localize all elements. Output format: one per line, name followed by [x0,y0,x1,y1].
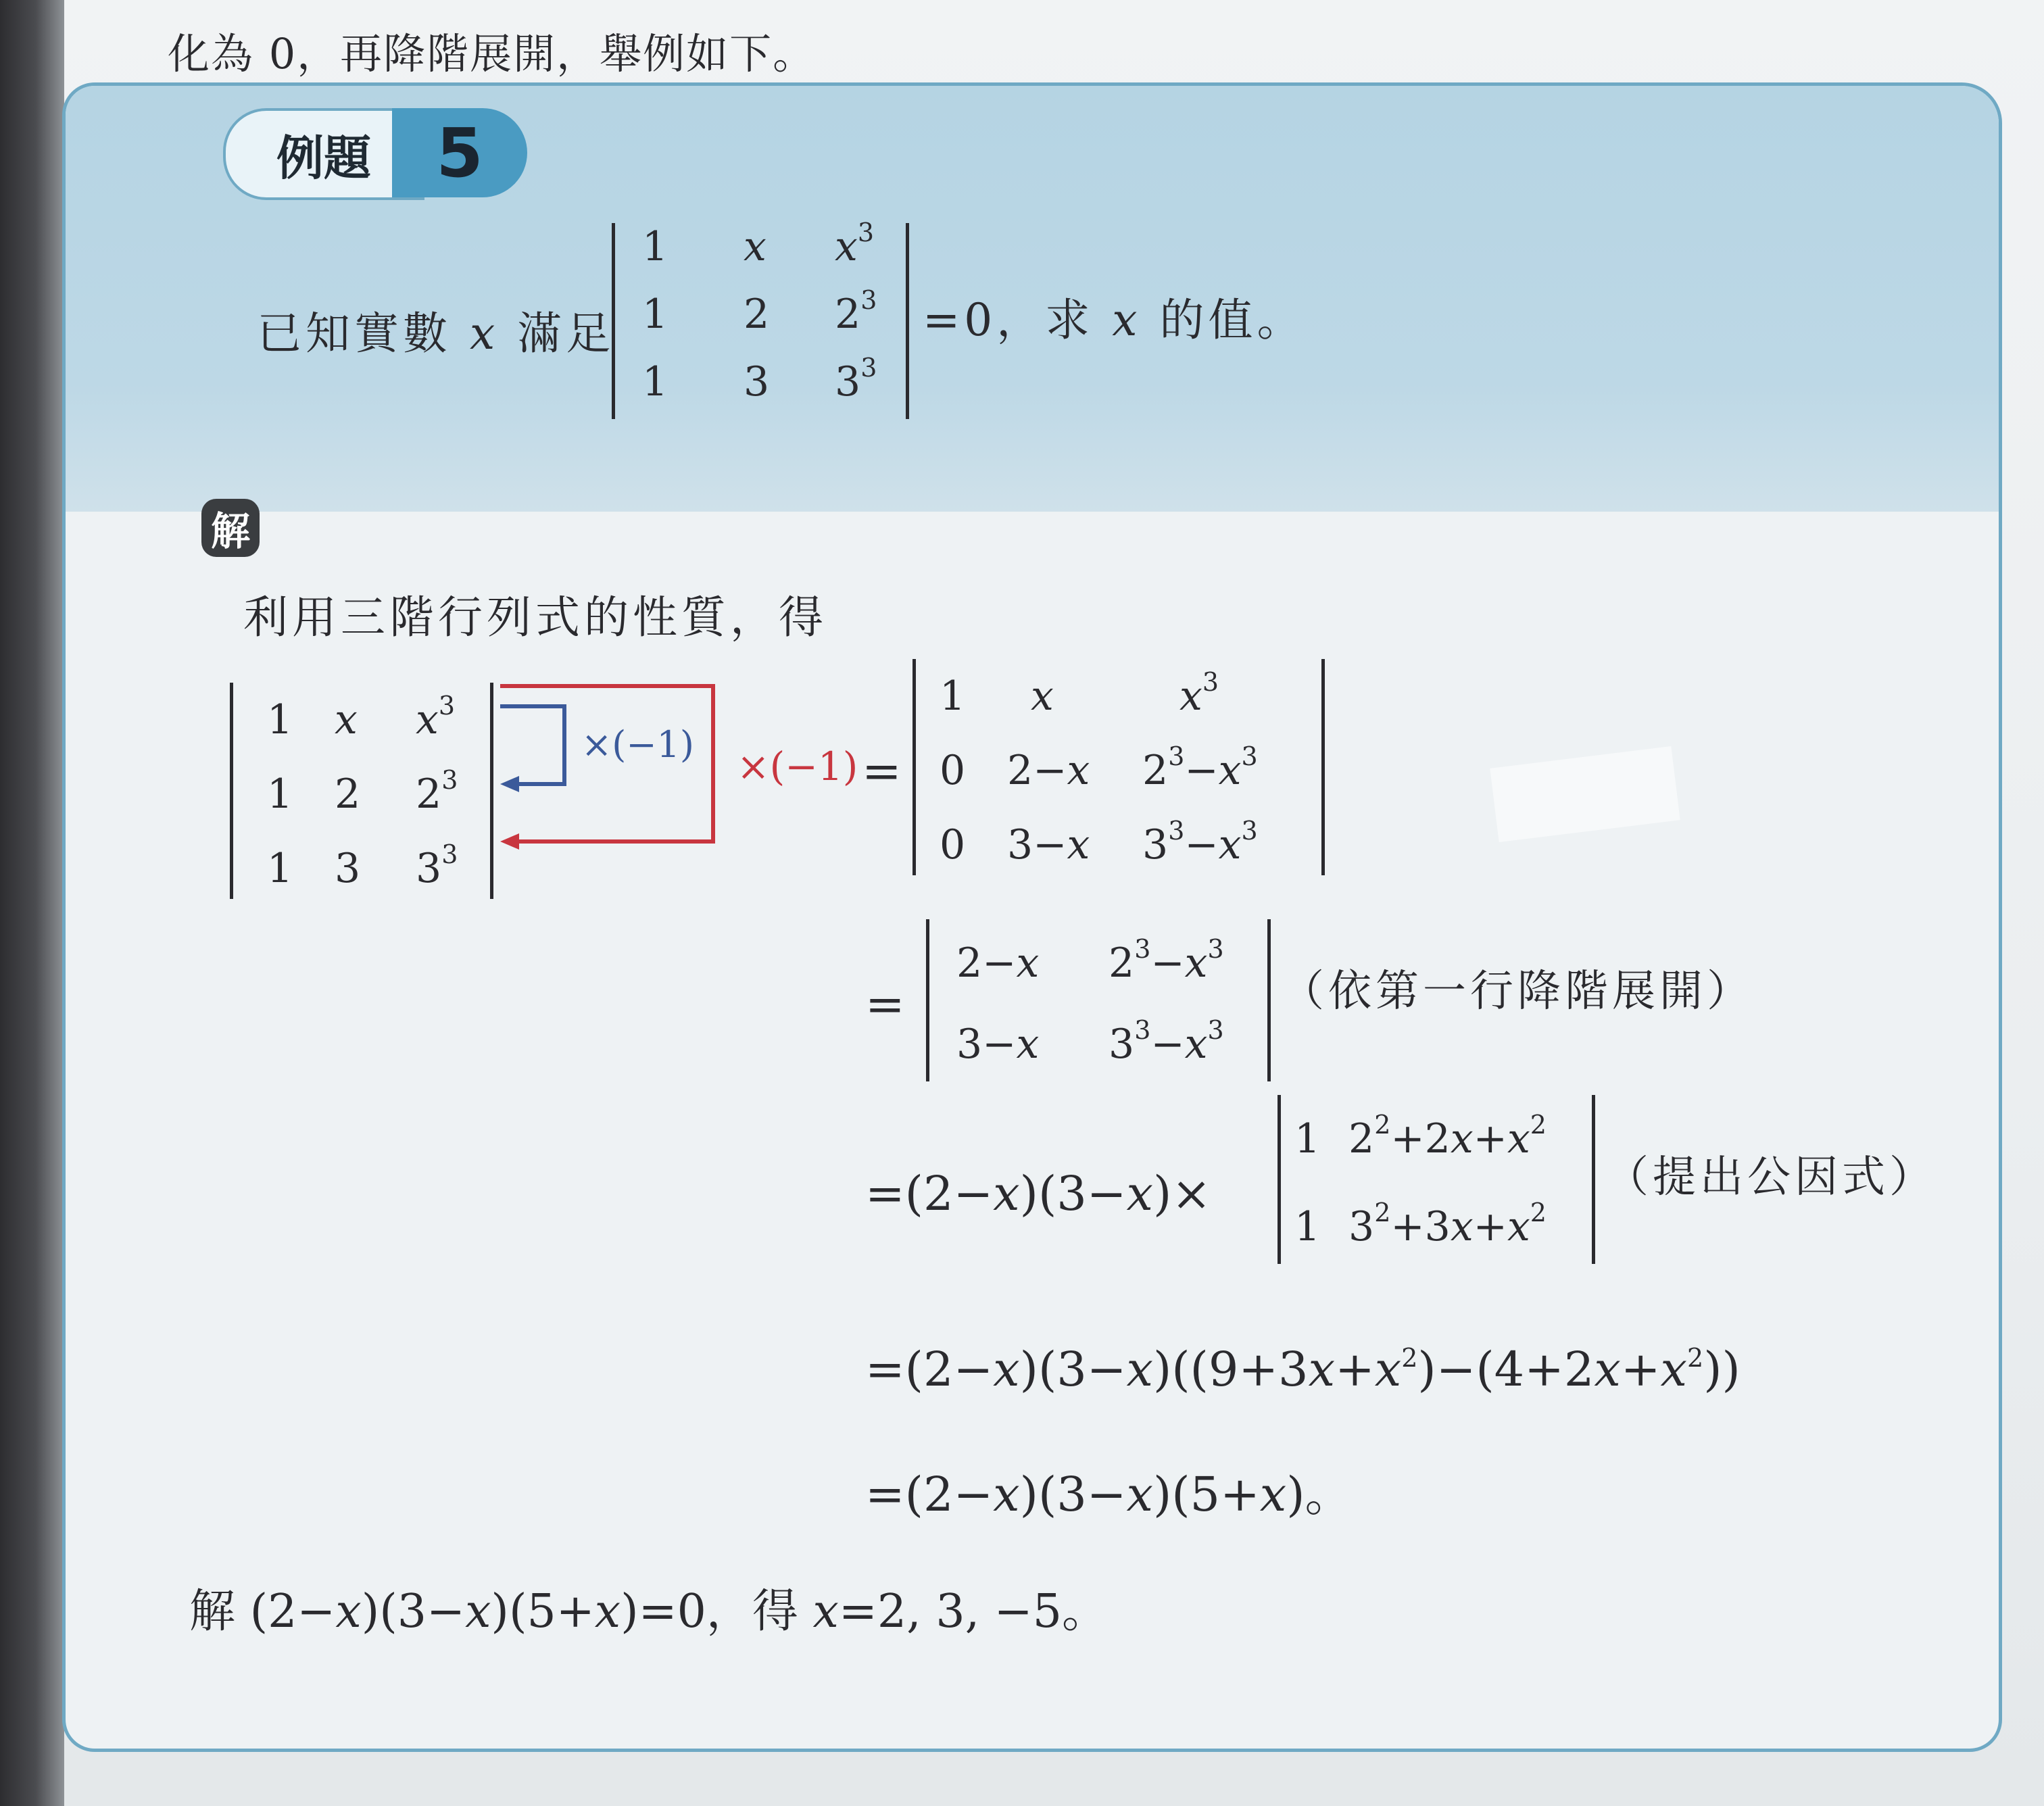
blue-operation-label: ×(−1) [581,723,694,766]
intro-text: 化為 0，再降階展開，舉例如下。 [168,29,817,78]
solution-determinant-step1: 1 x $x^3$ 0 2−x $2^3-x^3$ 0 3−x $3^3-x^3$ [912,659,1325,875]
det-cell-3cubed: $3^3$ [835,353,877,406]
step2-note: （依第一行降階展開） [1281,967,1754,1017]
step3-prefix: =(2−x)(3−x)× [865,1166,1211,1221]
book-spine-shadow [0,0,64,1806]
step5: =(2−x)(3−x)(5+x)。 [865,1467,1353,1522]
blue-arrow-head [500,776,519,792]
example-tab [223,108,527,197]
det-cell-x3: $x^3$ [835,218,875,270]
solution-lead: 利用三階行列式的性質，得 [243,591,827,643]
solution-determinant-step2: 2−x $2^3-x^3$ 3−x $3^3-x^3$ [926,919,1271,1081]
solution-determinant-step3: 1 $2^2+2x+x^2$ 1 $3^2+3x+x^2$ [1278,1095,1595,1264]
problem-text-start: 已知實數 x 滿足 [257,308,615,360]
equals-sign-1: = [862,743,902,799]
solution-determinant-original: 1 x $x^3$ 1 2 $2^3$ 1 3 $3^3$ [230,683,493,899]
conclusion: 解 (2−x)(3−x)(5+x)=0，得 x=2, 3, −5。 [189,1585,1109,1638]
det-cell-2cubed: $2^3$ [835,285,877,338]
example-number: 5 [392,108,527,197]
step4: $=(2-x)(3-x)((9+3x+x^2)-(4+2x+x^2))$ [865,1342,1741,1397]
step3-note: （提出公因式） [1605,1152,1937,1202]
blue-arrow [500,706,564,784]
solution-badge: 解 [201,499,260,557]
problem-determinant: 1 x $x^3$ 1 2 $2^3$ 1 3 $3^3$ [612,223,909,419]
problem-text-end: =0，求 x 的值。 [923,294,1306,346]
red-operation-label: ×(−1) [737,743,858,789]
equals-sign-2: = [865,977,905,1032]
red-arrow-head [500,833,519,850]
example-label: 例題 [223,108,424,200]
row-operation-arrows [493,676,723,872]
